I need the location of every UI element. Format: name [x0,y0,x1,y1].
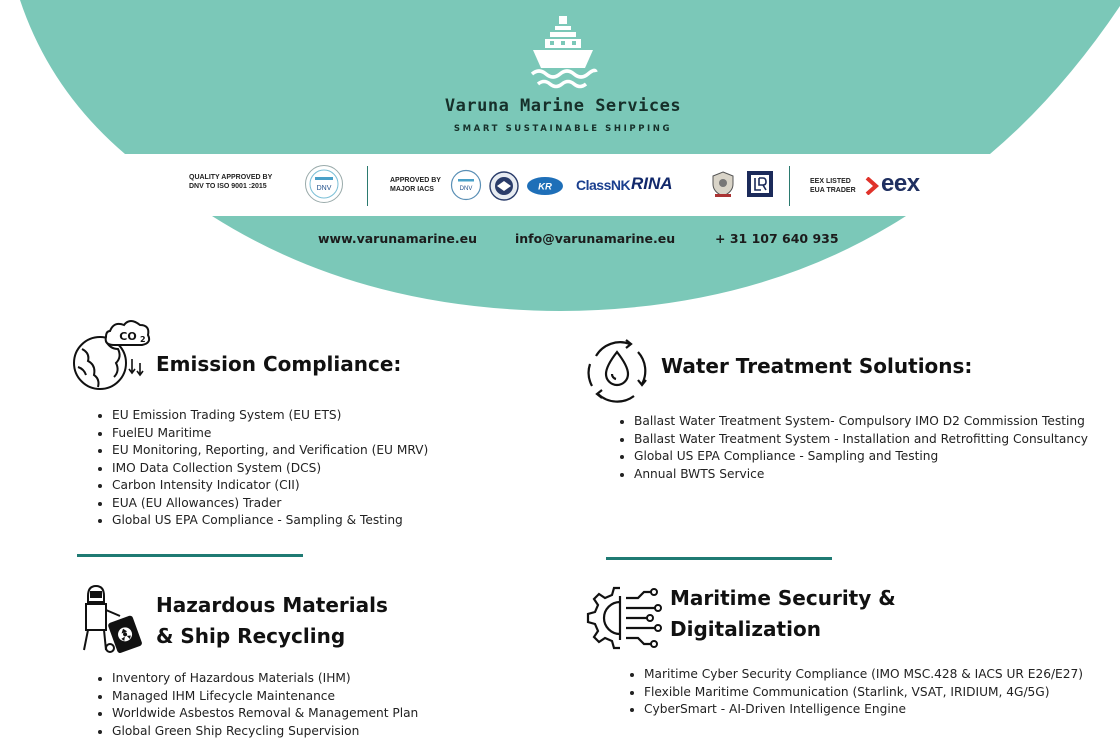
classnk-logo: ClassNK [576,177,631,193]
list-item: EU Emission Trading System (EU ETS) [98,407,428,425]
list-item: FuelEU Maritime [98,425,428,443]
brand-name: Varuna Marine Services [444,96,682,116]
svg-text:2: 2 [140,335,146,344]
lloyds-register-icon [747,171,773,197]
water-title: Water Treatment Solutions: [661,354,973,378]
section-divider-left [77,554,303,557]
list-item: Ballast Water Treatment System - Installation and Retrofitting Consultancy [620,431,1088,449]
circuit-gear-icon [586,582,662,658]
svg-text:KR: KR [538,181,552,193]
list-item: Maritime Cyber Security Compliance (IMO MSC.428 & IACS UR E26/E27) [630,666,1083,684]
cert-divider-2 [789,166,790,206]
eex-chevron-icon [865,177,879,195]
list-item: Global US EPA Compliance - Sampling and Testing [620,448,1088,466]
list-item: Managed IHM Lifecycle Maintenance [98,688,418,706]
list-item: Inventory of Hazardous Materials (IHM) [98,670,418,688]
emission-title: Emission Compliance: [156,352,402,376]
kr-logo-icon [526,176,564,196]
svg-text:DNV: DNV [316,185,332,192]
dnv-class-badge-icon [450,169,482,201]
list-item: IMO Data Collection System (DCS) [98,460,428,478]
hazmat-worker-icon [70,582,142,654]
security-list [630,666,1083,719]
cert-divider-1 [367,166,368,206]
security-title: Maritime Security & Digitalization [670,586,896,641]
email-link[interactable]: info@varunamarine.eu [515,231,676,246]
list-item: Ballast Water Treatment System- Compulsory IMO D2 Commission Testing [620,413,1088,431]
emission-list [98,407,428,530]
rina-logo: RINA [631,174,673,193]
hazardous-list [98,670,418,740]
list-item: EUA (EU Allowances) Trader [98,495,428,513]
water-list [620,413,1088,483]
list-item: Worldwide Asbestos Removal & Management Plan [98,705,418,723]
dnv-iso-badge-icon [304,164,344,204]
list-item: EU Monitoring, Reporting, and Verification (EU MRV) [98,442,428,460]
phone-number[interactable]: + 31 107 640 935 [715,231,839,246]
list-item: CyberSmart - AI-Driven Intelligence Engine [630,701,1083,719]
abs-eagle-badge-icon [489,171,519,201]
quality-approved-label: QUALITY APPROVED BY DNV TO ISO 9001 :2015 [189,174,273,190]
list-item: Flexible Maritime Communication (Starlink, VSAT, IRIDIUM, 4G/5G) [630,684,1083,702]
water-cycle-icon [584,338,650,404]
list-item: Annual BWTS Service [620,466,1088,484]
list-item: Carbon Intensity Indicator (CII) [98,477,428,495]
list-item: Global US EPA Compliance - Sampling & Testing [98,512,428,530]
eex-logo: eex [881,170,920,197]
bureau-veritas-icon [710,170,736,198]
svg-text:DNV: DNV [459,186,473,192]
section-divider-right [606,557,832,560]
co2-globe-icon [70,319,152,395]
ship-icon [528,14,598,90]
svg-text:CO: CO [119,330,137,343]
eex-listed-label: EEX LISTED EUA TRADER [810,178,856,194]
iacs-approved-label: APPROVED BY MAJOR IACS [390,177,441,193]
brand-tagline: SMART SUSTAINABLE SHIPPING [453,124,673,134]
website-link[interactable]: www.varunamarine.eu [318,231,477,246]
list-item: Global Green Ship Recycling Supervision [98,723,418,741]
hazardous-title: Hazardous Materials & Ship Recycling [156,593,388,648]
